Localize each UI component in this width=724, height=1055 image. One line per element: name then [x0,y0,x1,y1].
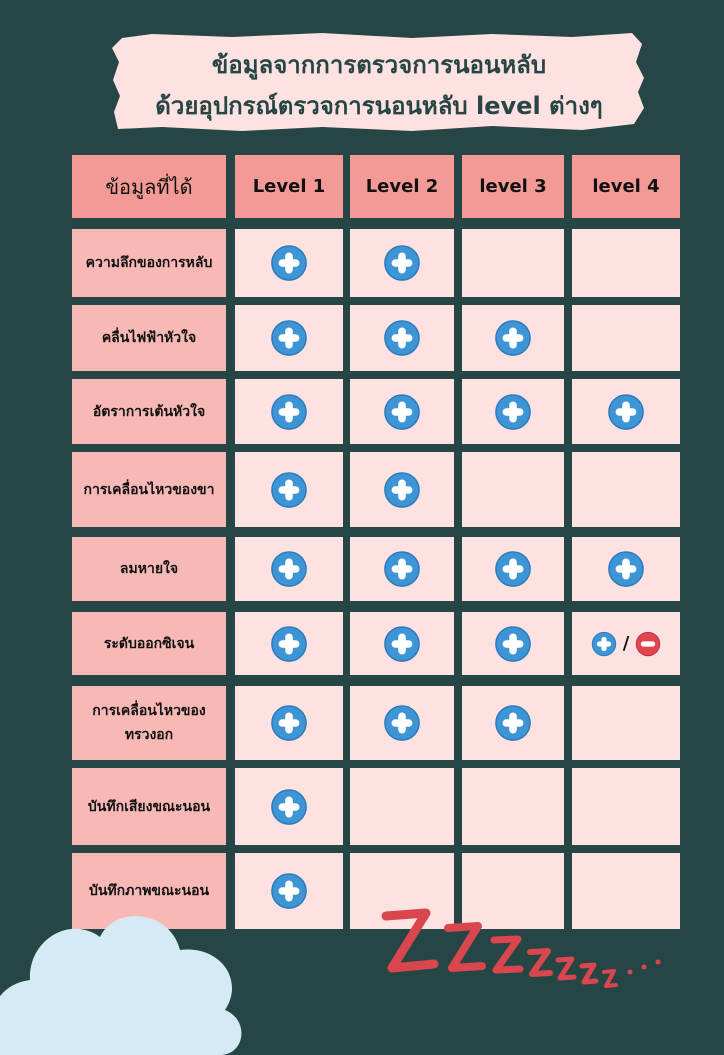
table-cell [572,768,680,845]
table-cell [462,305,564,371]
table-cell [572,229,680,297]
table-cell [235,305,343,371]
plus-circle-icon [270,319,308,357]
row-label [72,612,226,675]
header-level-1: Level 1 [235,155,343,218]
table-cell [572,686,680,760]
plus-circle-icon [270,788,308,826]
slash-separator: / [622,633,630,654]
table-cell [235,612,343,675]
plus-circle-icon [383,625,421,663]
table-cell [350,537,454,601]
table-cell [462,379,564,444]
plus-circle-icon [607,393,645,431]
row-label-text: อัตราการเต้นหัวใจ [92,403,206,420]
table-cell [350,612,454,675]
row-label [72,305,226,371]
plus-circle-icon [383,471,421,509]
table-cell [572,305,680,371]
table-cell [350,768,454,845]
row-label-text: ความลึกของการหลับ [85,255,213,271]
plus-circle-icon [270,393,308,431]
plus-circle-icon [383,319,421,357]
row-label [72,229,226,297]
plus-circle-icon [494,550,532,588]
table-cell [572,537,680,601]
plus-circle-icon [383,550,421,588]
plus-circle-icon [270,471,308,509]
table-cell [572,612,680,675]
table-cell [462,686,564,760]
header-level-4: level 4 [572,155,680,218]
table-cell [462,537,564,601]
table-cell [572,379,680,444]
table-cell [235,853,343,929]
title-line-1: ข้อมูลจากการตรวจการนอนหลับ [211,51,547,79]
table-cell [462,768,564,845]
table-cell [462,612,564,675]
plus-circle-icon [494,393,532,431]
plus-circle-icon [383,393,421,431]
table-cell [350,229,454,297]
row-label-text: การเคลื่อนไหวของทรวงอก [92,703,206,743]
title-banner [112,32,646,132]
plus-minus-indicator [591,631,662,657]
table-cell [350,305,454,371]
zzz-icon [378,900,678,1000]
table-cell [235,452,343,527]
header-level-3: level 3 [462,155,564,218]
row-label [72,537,226,601]
table-cell [350,686,454,760]
plus-circle-icon [494,319,532,357]
table-cell [235,379,343,444]
row-label-text: บันทึกภาพขณะนอน [88,883,210,899]
plus-circle-icon [607,550,645,588]
table-cell [235,686,343,760]
plus-circle-icon [383,704,421,742]
row-label [72,379,226,444]
row-label-text: บันทึกเสียงขณะนอน [87,798,211,815]
table-cell [235,229,343,297]
table-cell [350,379,454,444]
row-label-text: การเคลื่อนไหวของขา [83,481,215,498]
plus-circle-icon [494,625,532,663]
row-label-text: ระดับออกซิเจน [103,635,195,652]
plus-circle-icon [270,550,308,588]
table-cell [462,452,564,527]
plus-circle-icon [494,704,532,742]
cloud-icon [0,855,250,1055]
table-cell [462,229,564,297]
plus-circle-icon [383,244,421,282]
plus-circle-icon [270,704,308,742]
table-cell [350,452,454,527]
row-label [72,686,226,760]
title-line-2: ด้วยอุปกรณ์ตรวจการนอนหลับ level ต่างๆ [155,92,603,120]
row-label [72,452,226,527]
plus-circle-icon [270,244,308,282]
header-level-2: Level 2 [350,155,454,218]
header-data: ข้อมูลที่ได้ [72,155,226,218]
table-cell [235,768,343,845]
plus-circle-icon [591,631,617,657]
table-cell [235,537,343,601]
plus-circle-icon [270,625,308,663]
row-label [72,768,226,845]
plus-circle-icon [270,872,308,910]
minus-circle-icon [635,631,661,657]
row-label-text: ลมหายใจ [119,561,179,577]
table-cell [572,452,680,527]
row-label-text: คลื่นไฟฟ้าหัวใจ [101,330,197,346]
